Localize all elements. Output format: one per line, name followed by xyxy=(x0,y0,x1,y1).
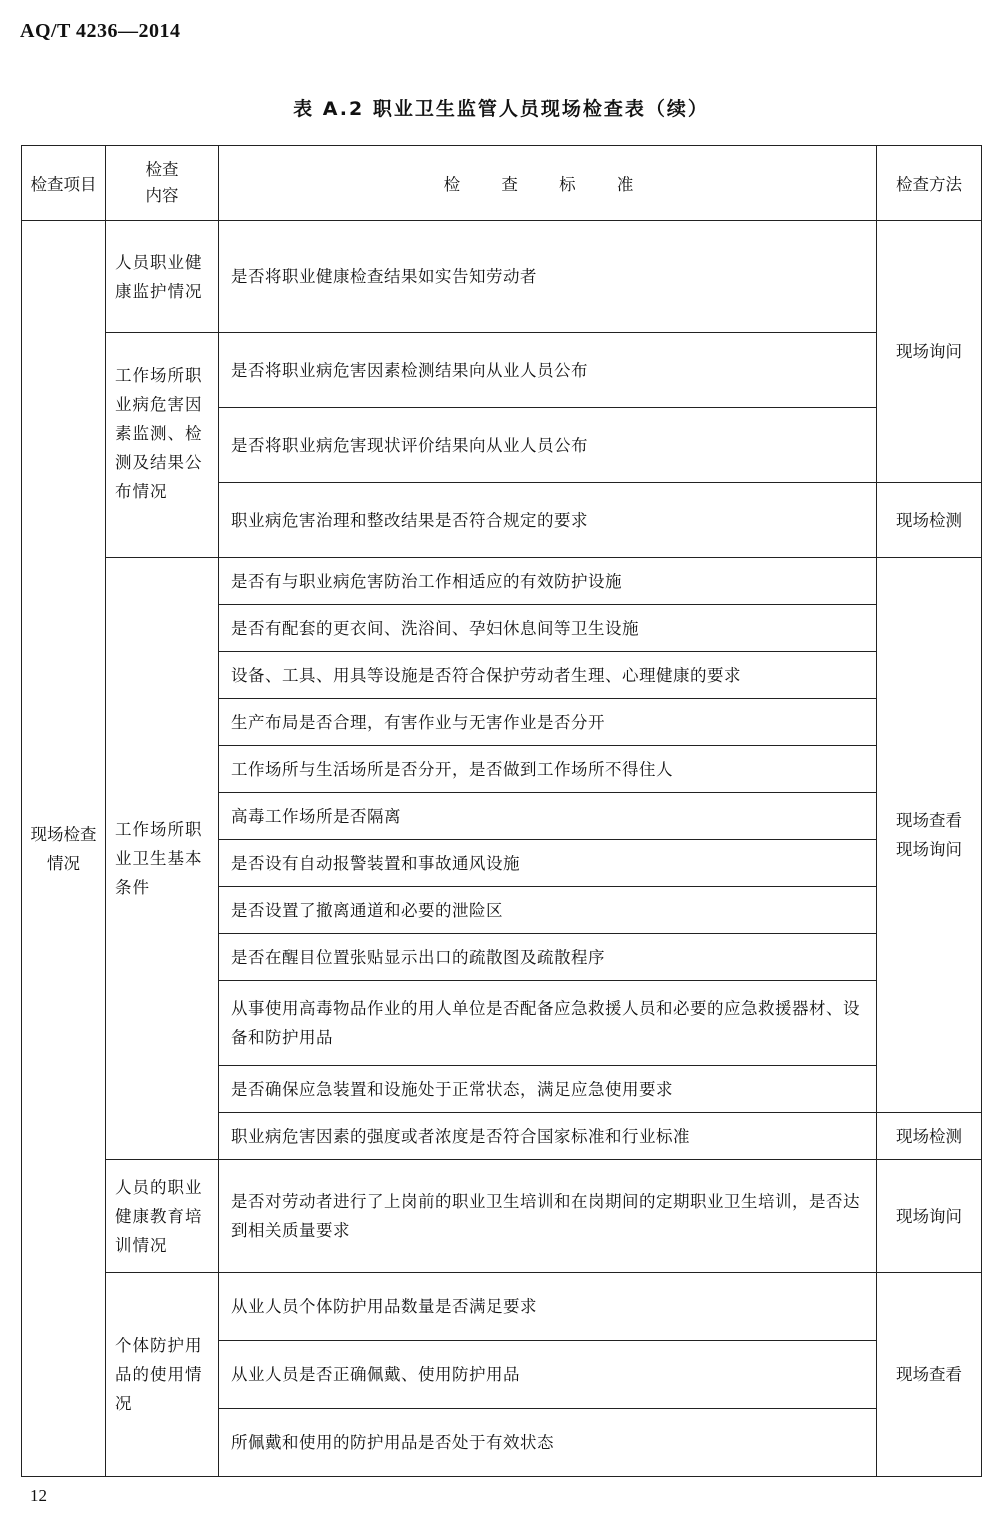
standard-cell: 所佩戴和使用的防护用品是否处于有效状态 xyxy=(219,1409,877,1477)
item-label-line1: 现场检查 xyxy=(30,824,97,844)
standard-cell: 是否确保应急装置和设施处于正常状态，满足应急使用要求 xyxy=(219,1066,877,1113)
standard-cell: 是否设有自动报警装置和事故通风设施 xyxy=(219,840,877,887)
standard-cell: 是否将职业健康检查结果如实告知劳动者 xyxy=(219,221,877,333)
table-row xyxy=(22,221,982,333)
standard-cell: 生产布局是否合理，有害作业与无害作业是否分开 xyxy=(219,699,877,746)
standard-cell: 是否设置了撤离通道和必要的泄险区 xyxy=(219,887,877,934)
standard-cell: 从业人员个体防护用品数量是否满足要求 xyxy=(219,1273,877,1341)
content-cell: 人员职业健康监护情况 xyxy=(106,221,219,333)
method-line1: 现场查看 xyxy=(896,811,962,830)
header-content-line2: 内容 xyxy=(145,186,179,205)
table-row xyxy=(22,1160,982,1273)
method-line2: 现场询问 xyxy=(896,840,962,859)
standard-cell: 设备、工具、用具等设施是否符合保护劳动者生理、心理健康的要求 xyxy=(219,652,877,699)
method-cell xyxy=(877,558,982,1113)
inspection-table xyxy=(21,145,982,1477)
standard-cell: 从业人员是否正确佩戴、使用防护用品 xyxy=(219,1341,877,1409)
item-cell xyxy=(22,221,106,1477)
table-header-row xyxy=(22,146,982,221)
item-label-line2: 情况 xyxy=(47,853,80,873)
table-title: 表 A.2 职业卫生监管人员现场检查表（续） xyxy=(293,98,709,120)
method-cell: 现场检测 xyxy=(877,1113,982,1160)
standard-cell: 高毒工作场所是否隔离 xyxy=(219,793,877,840)
content-cell: 工作场所职业卫生基本条件 xyxy=(106,558,219,1160)
document-code: AQ/T 4236—2014 xyxy=(20,20,181,42)
table-row xyxy=(22,558,982,605)
table-row xyxy=(22,1273,982,1341)
header-item: 检查项目 xyxy=(22,146,106,221)
content-cell: 人员的职业健康教育培训情况 xyxy=(106,1160,219,1273)
header-standard: 检 查 标 准 xyxy=(219,146,877,221)
method-cell: 现场询问 xyxy=(877,221,982,483)
header-content-line1: 检查 xyxy=(145,160,179,179)
standard-cell: 从事使用高毒物品作业的用人单位是否配备应急救援人员和必要的应急救援器材、设备和防护用品 xyxy=(219,981,877,1066)
header-content xyxy=(106,146,219,221)
method-cell: 现场查看 xyxy=(877,1273,982,1477)
standard-cell: 是否对劳动者进行了上岗前的职业卫生培训和在岗期间的定期职业卫生培训，是否达到相关质量要求 xyxy=(219,1160,877,1273)
method-cell: 现场检测 xyxy=(877,483,982,558)
standard-cell: 是否有与职业病危害防治工作相适应的有效防护设施 xyxy=(219,558,877,605)
standard-cell: 是否将职业病危害因素检测结果向从业人员公布 xyxy=(219,333,877,408)
table-row xyxy=(22,333,982,408)
standard-cell: 职业病危害因素的强度或者浓度是否符合国家标准和行业标准 xyxy=(219,1113,877,1160)
standard-cell: 工作场所与生活场所是否分开，是否做到工作场所不得住人 xyxy=(219,746,877,793)
content-cell: 个体防护用品的使用情况 xyxy=(106,1273,219,1477)
page-number: 12 xyxy=(30,1486,47,1505)
standard-cell: 是否有配套的更衣间、洗浴间、孕妇休息间等卫生设施 xyxy=(219,605,877,652)
standard-cell: 是否将职业病危害现状评价结果向从业人员公布 xyxy=(219,408,877,483)
header-method: 检查方法 xyxy=(877,146,982,221)
standard-cell: 是否在醒目位置张贴显示出口的疏散图及疏散程序 xyxy=(219,934,877,981)
content-cell: 工作场所职业病危害因素监测、检测及结果公布情况 xyxy=(106,333,219,558)
method-cell: 现场询问 xyxy=(877,1160,982,1273)
standard-cell: 职业病危害治理和整改结果是否符合规定的要求 xyxy=(219,483,877,558)
